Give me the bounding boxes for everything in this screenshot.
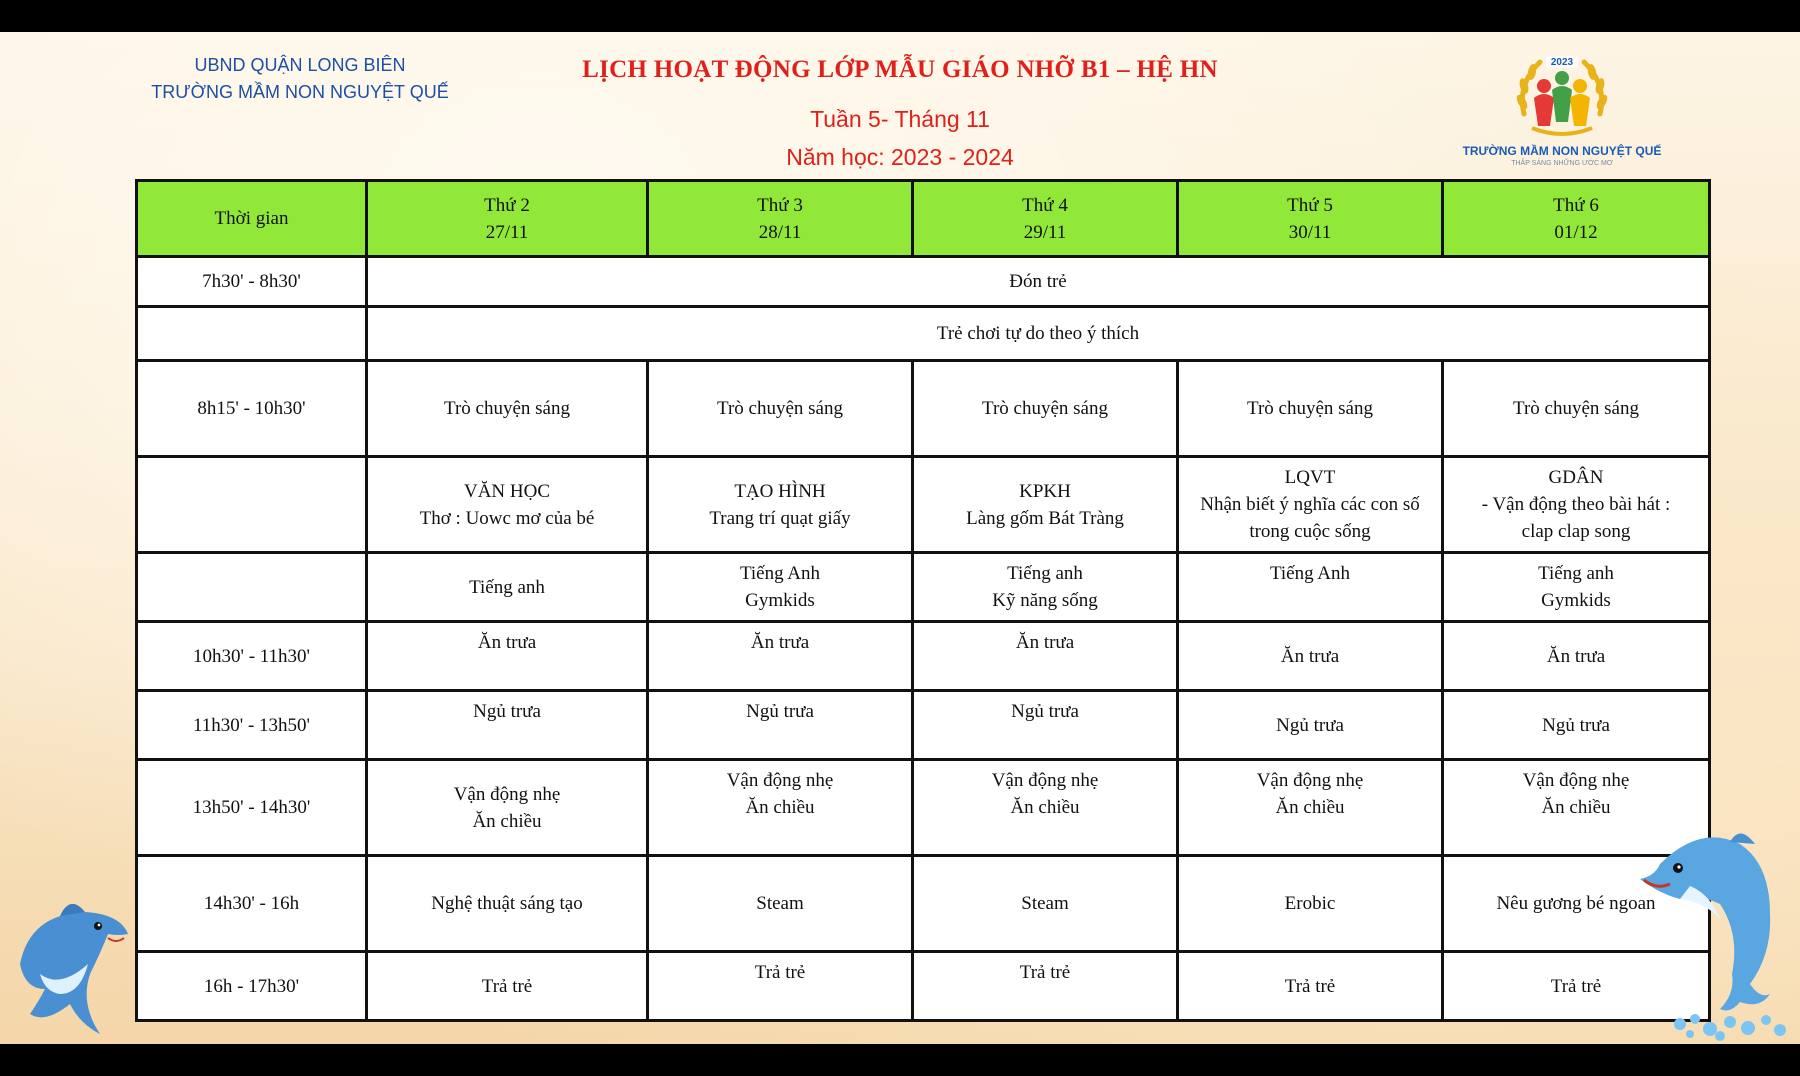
activity-cell: Tiếng anh Kỹ năng sống: [913, 553, 1178, 622]
table-row: [137, 257, 1710, 307]
table-row: [137, 856, 1710, 952]
time-cell: 11h30' - 13h50': [137, 691, 367, 760]
table-row: [137, 622, 1710, 691]
activity-cell: Vận động nhẹ Ăn chiều: [1443, 760, 1710, 856]
time-cell: 10h30' - 11h30': [137, 622, 367, 691]
activity-cell: Trò chuyện sáng: [1178, 361, 1443, 457]
column-header-day: Thứ 5 30/11: [1178, 181, 1443, 257]
activity-cell: Ngủ trưa: [367, 691, 648, 760]
table-header-row: [137, 181, 1710, 257]
column-header-day: Thứ 4 29/11: [913, 181, 1178, 257]
merged-activity-cell: Trẻ chơi tự do theo ý thích: [367, 307, 1710, 361]
activity-cell: Trò chuyện sáng: [1443, 361, 1710, 457]
table-row: [137, 691, 1710, 760]
column-header-day: Thứ 3 28/11: [648, 181, 913, 257]
time-cell: [137, 553, 367, 622]
org-line-school: TRƯỜNG MẦM NON NGUYỆT QUẾ: [151, 82, 449, 102]
time-cell: 16h - 17h30': [137, 952, 367, 1021]
activity-cell: VĂN HỌC Thơ : Uowc mơ của bé: [367, 457, 648, 553]
column-header-time: Thời gian: [137, 181, 367, 257]
column-header-day: Thứ 6 01/12: [1443, 181, 1710, 257]
activity-cell: Vận động nhẹ Ăn chiều: [913, 760, 1178, 856]
activity-cell: Trả trẻ: [1443, 952, 1710, 1021]
activity-cell: KPKH Làng gốm Bát Tràng: [913, 457, 1178, 553]
time-cell: 14h30' - 16h: [137, 856, 367, 952]
activity-cell: Ăn trưa: [1443, 622, 1710, 691]
column-header-day: Thứ 2 27/11: [367, 181, 648, 257]
activity-cell: Tiếng anh Gymkids: [1443, 553, 1710, 622]
page-title: LỊCH HOẠT ĐỘNG LỚP MẪU GIÁO NHỠ B1 – HỆ HN: [582, 56, 1218, 83]
activity-cell: GDÂN - Vận động theo bài hát : clap clap song: [1443, 457, 1710, 553]
dolphin-icon: [0, 894, 140, 1044]
activity-cell: Trả trẻ: [367, 952, 648, 1021]
dolphin-splash-icon: [1620, 824, 1800, 1044]
activity-cell: Ngủ trưa: [648, 691, 913, 760]
merged-activity-cell: Đón trẻ: [367, 257, 1710, 307]
activity-cell: Nghệ thuật sáng tạo: [367, 856, 648, 952]
logo-school-name: TRƯỜNG MẦM NON NGUYỆT QUẾ: [1462, 144, 1662, 158]
activity-cell: Trả trẻ: [1178, 952, 1443, 1021]
school-logo: [1462, 44, 1662, 174]
activity-cell: Tiếng Anh Gymkids: [648, 553, 913, 622]
table-row: [137, 457, 1710, 553]
activity-cell: Vận động nhẹ Ăn chiều: [367, 760, 648, 856]
time-cell: 8h15' - 10h30': [137, 361, 367, 457]
table-row: [137, 307, 1710, 361]
activity-cell: Trả trẻ: [648, 952, 913, 1021]
activity-cell: Steam: [913, 856, 1178, 952]
activity-cell: TẠO HÌNH Trang trí quạt giấy: [648, 457, 913, 553]
activity-cell: LQVT Nhận biết ý nghĩa các con số trong cuộc sống: [1178, 457, 1443, 553]
org-line-district: UBND QUẬN LONG BIÊN: [194, 55, 406, 75]
time-cell: 7h30' - 8h30': [137, 257, 367, 307]
activity-cell: Ngủ trưa: [913, 691, 1178, 760]
activity-cell: Ăn trưa: [367, 622, 648, 691]
activity-cell: Ăn trưa: [1178, 622, 1443, 691]
table-row: [137, 760, 1710, 856]
activity-cell: Ăn trưa: [648, 622, 913, 691]
logo-year: 2023: [1550, 57, 1574, 68]
activity-cell: Trò chuyện sáng: [367, 361, 648, 457]
activity-cell: Ngủ trưa: [1178, 691, 1443, 760]
time-cell: [137, 457, 367, 553]
activity-cell: Trò chuyện sáng: [913, 361, 1178, 457]
activity-cell: Tiếng anh: [367, 553, 648, 622]
table-row: [137, 361, 1710, 457]
activity-cell: Vận động nhẹ Ăn chiều: [648, 760, 913, 856]
activity-cell: Nêu gương bé ngoan: [1443, 856, 1710, 952]
activity-cell: Steam: [648, 856, 913, 952]
activity-cell: Trò chuyện sáng: [648, 361, 913, 457]
schedule-slide: [0, 32, 1800, 1044]
organization-header: [140, 52, 460, 106]
activity-cell: Ăn trưa: [913, 622, 1178, 691]
activity-cell: Vận động nhẹ Ăn chiều: [1178, 760, 1443, 856]
table-row: [137, 553, 1710, 622]
school-year-subtitle: Năm học: 2023 - 2024: [786, 144, 1014, 170]
schedule-table: [135, 179, 1711, 1022]
activity-cell: Trả trẻ: [913, 952, 1178, 1021]
activity-cell: Tiếng Anh: [1178, 553, 1443, 622]
time-cell: 13h50' - 14h30': [137, 760, 367, 856]
activity-cell: Ngủ trưa: [1443, 691, 1710, 760]
table-row: [137, 952, 1710, 1021]
week-subtitle: Tuần 5- Tháng 11: [810, 106, 990, 132]
activity-cell: Erobic: [1178, 856, 1443, 952]
time-cell: [137, 307, 367, 361]
logo-slogan: THẮP SÁNG NHỮNG ƯỚC MƠ: [1511, 160, 1613, 167]
